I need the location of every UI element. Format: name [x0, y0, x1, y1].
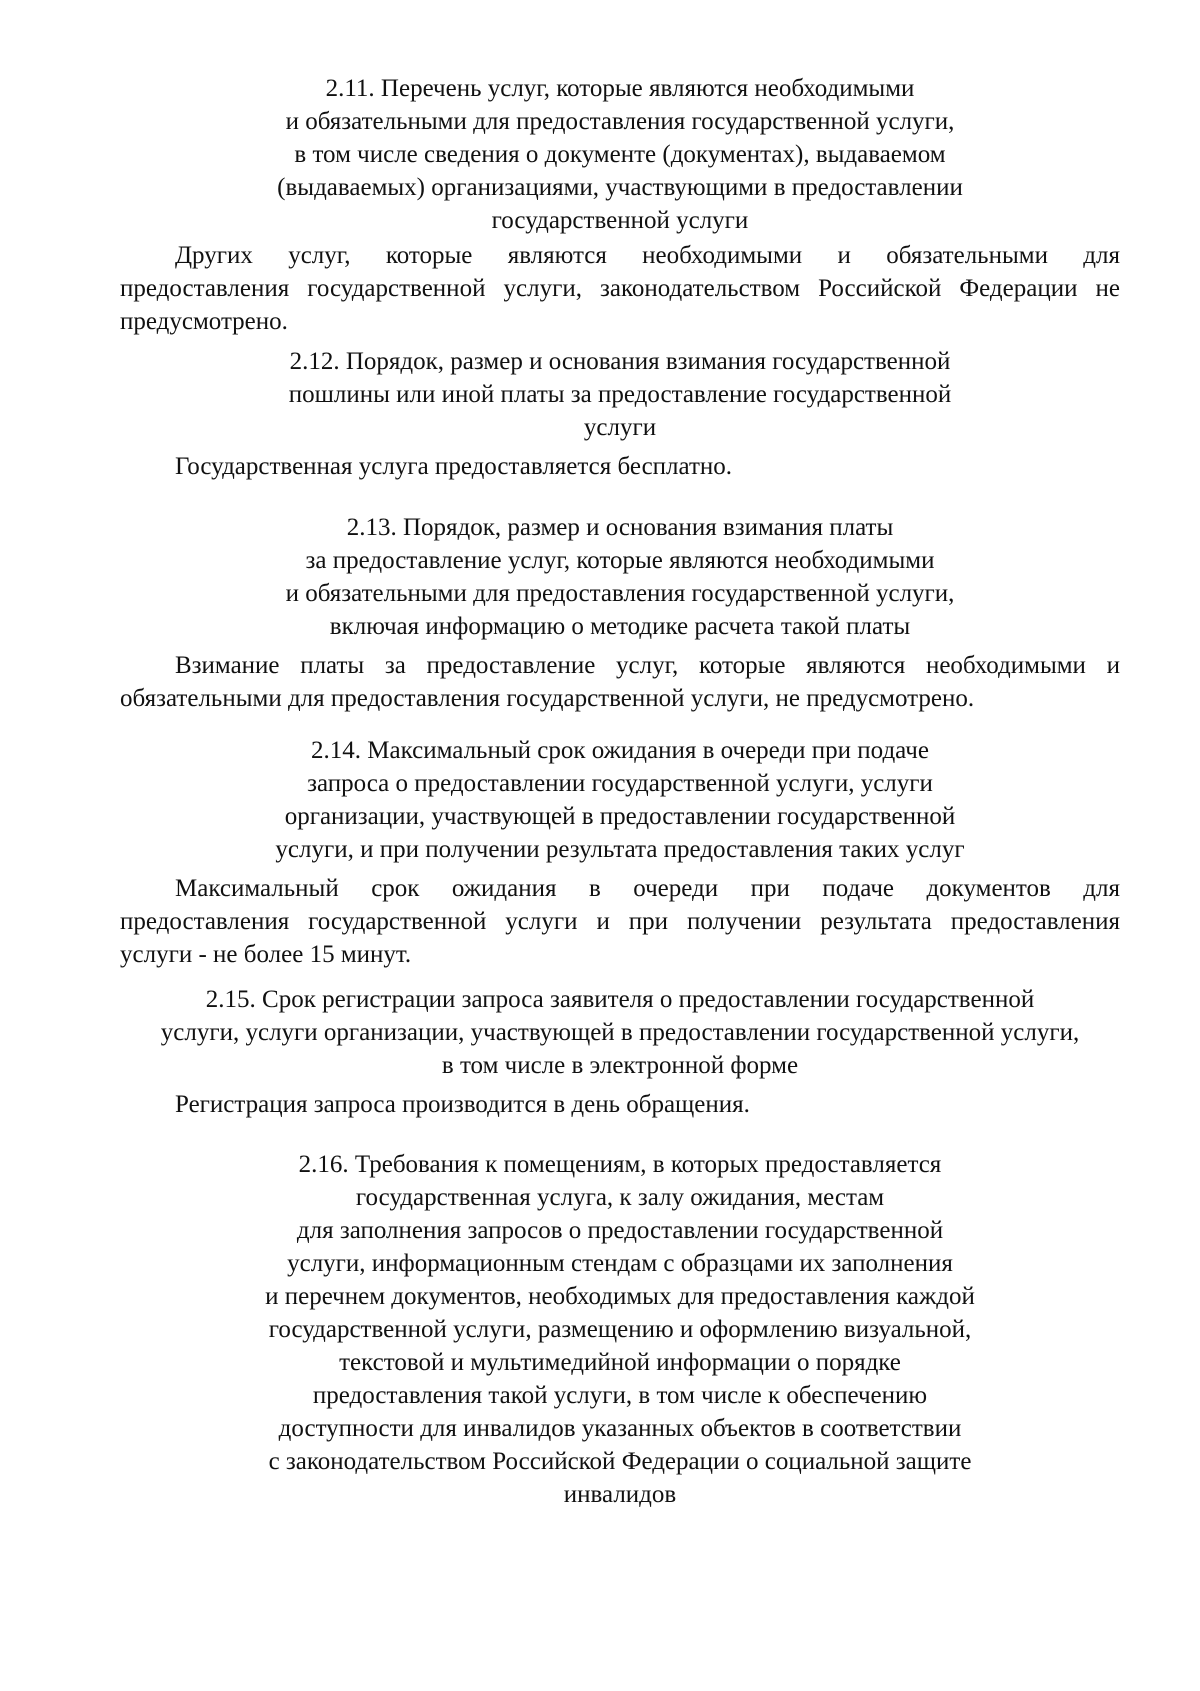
- heading-line: услуги: [583, 414, 657, 441]
- heading-line: предоставления такой услуги, в том числе к обеспечению: [312, 1382, 928, 1409]
- section-paragraph-2-11: [120, 239, 1120, 338]
- paragraph-line: предоставления государственной услуги, законодательством Российской Федерации не: [120, 275, 1120, 302]
- heading-line: (выдаваемых) организациями, участвующими в предоставлении: [277, 174, 963, 201]
- section-paragraph-2-13: [120, 649, 1120, 715]
- heading-line: 2.11. Перечень услуг, которые являются необходимыми: [325, 75, 915, 102]
- heading-line: государственной услуги: [491, 207, 749, 234]
- heading-line: и обязательными для предоставления государственной услуги,: [285, 580, 955, 607]
- heading-line: доступности для инвалидов указанных объектов в соответствии: [278, 1415, 962, 1442]
- section-heading-2-15: [120, 983, 1120, 1082]
- heading-line: услуги, информационным стендам с образцами их заполнения: [287, 1250, 953, 1277]
- heading-line: 2.12. Порядок, размер и основания взимания государственной: [289, 348, 951, 375]
- heading-line: для заполнения запросов о предоставлении государственной: [296, 1217, 944, 1244]
- heading-line: 2.13. Порядок, размер и основания взимания платы: [346, 514, 894, 541]
- heading-line: услуги, и при получении результата предоставления таких услуг: [275, 836, 965, 863]
- heading-line: инвалидов: [563, 1481, 677, 1508]
- heading-line: организации, участвующей в предоставлении государственной: [284, 803, 956, 830]
- heading-line: услуги, услуги организации, участвующей в предоставлении государственной услуги,: [160, 1019, 1080, 1046]
- section-paragraph-2-12: [120, 450, 1120, 483]
- section-paragraph-2-15: [120, 1088, 1120, 1121]
- heading-line: запроса о предоставлении государственной услуги, услуги: [307, 770, 933, 797]
- heading-line: текстовой и мультимедийной информации о порядке: [339, 1349, 901, 1376]
- section-heading-2-12: [120, 345, 1120, 444]
- heading-line: и перечнем документов, необходимых для предоставления каждой: [265, 1283, 975, 1310]
- heading-line: государственной услуги, размещению и оформлению визуальной,: [268, 1316, 972, 1343]
- section-heading-2-13: [120, 511, 1120, 643]
- heading-line: в том числе сведения о документе (документах), выдаваемом: [294, 141, 946, 168]
- heading-line: 2.14. Максимальный срок ожидания в очереди при подаче: [311, 737, 929, 764]
- heading-line: с законодательством Российской Федерации о социальной защите: [268, 1448, 972, 1475]
- section-heading-2-16: [120, 1148, 1120, 1511]
- heading-line: включая информацию о методике расчета такой платы: [329, 613, 911, 640]
- paragraph-line: Государственная услуга предоставляется бесплатно.: [175, 453, 733, 480]
- paragraph-line: Максимальный срок ожидания в очереди при подаче документов для: [175, 875, 1120, 902]
- paragraph-line: Регистрация запроса производится в день обращения.: [175, 1091, 750, 1118]
- heading-line: в том числе в электронной форме: [441, 1052, 799, 1079]
- paragraph-line: услуги - не более 15 минут.: [120, 941, 412, 968]
- section-heading-2-14: [120, 734, 1120, 866]
- paragraph-line: предоставления государственной услуги и при получении результата предоставления: [120, 908, 1120, 935]
- section-heading-2-11: [120, 72, 1120, 237]
- heading-line: пошлины или иной платы за предоставление государственной: [288, 381, 952, 408]
- heading-line: 2.16. Требования к помещениям, в которых предоставляется: [298, 1151, 942, 1178]
- heading-line: и обязательными для предоставления государственной услуги,: [285, 108, 955, 135]
- paragraph-line: предусмотрено.: [120, 308, 288, 335]
- paragraph-line: обязательными для предоставления государственной услуги, не предусмотрено.: [120, 685, 975, 712]
- section-paragraph-2-14: [120, 872, 1120, 971]
- heading-line: за предоставление услуг, которые являются необходимыми: [305, 547, 935, 574]
- heading-line: государственная услуга, к залу ожидания, местам: [355, 1184, 885, 1211]
- heading-line: 2.15. Срок регистрации запроса заявителя о предоставлении государственной: [205, 986, 1035, 1013]
- paragraph-line: Других услуг, которые являются необходимыми и обязательными для: [175, 242, 1120, 269]
- paragraph-line: Взимание платы за предоставление услуг, которые являются необходимыми и: [175, 652, 1120, 679]
